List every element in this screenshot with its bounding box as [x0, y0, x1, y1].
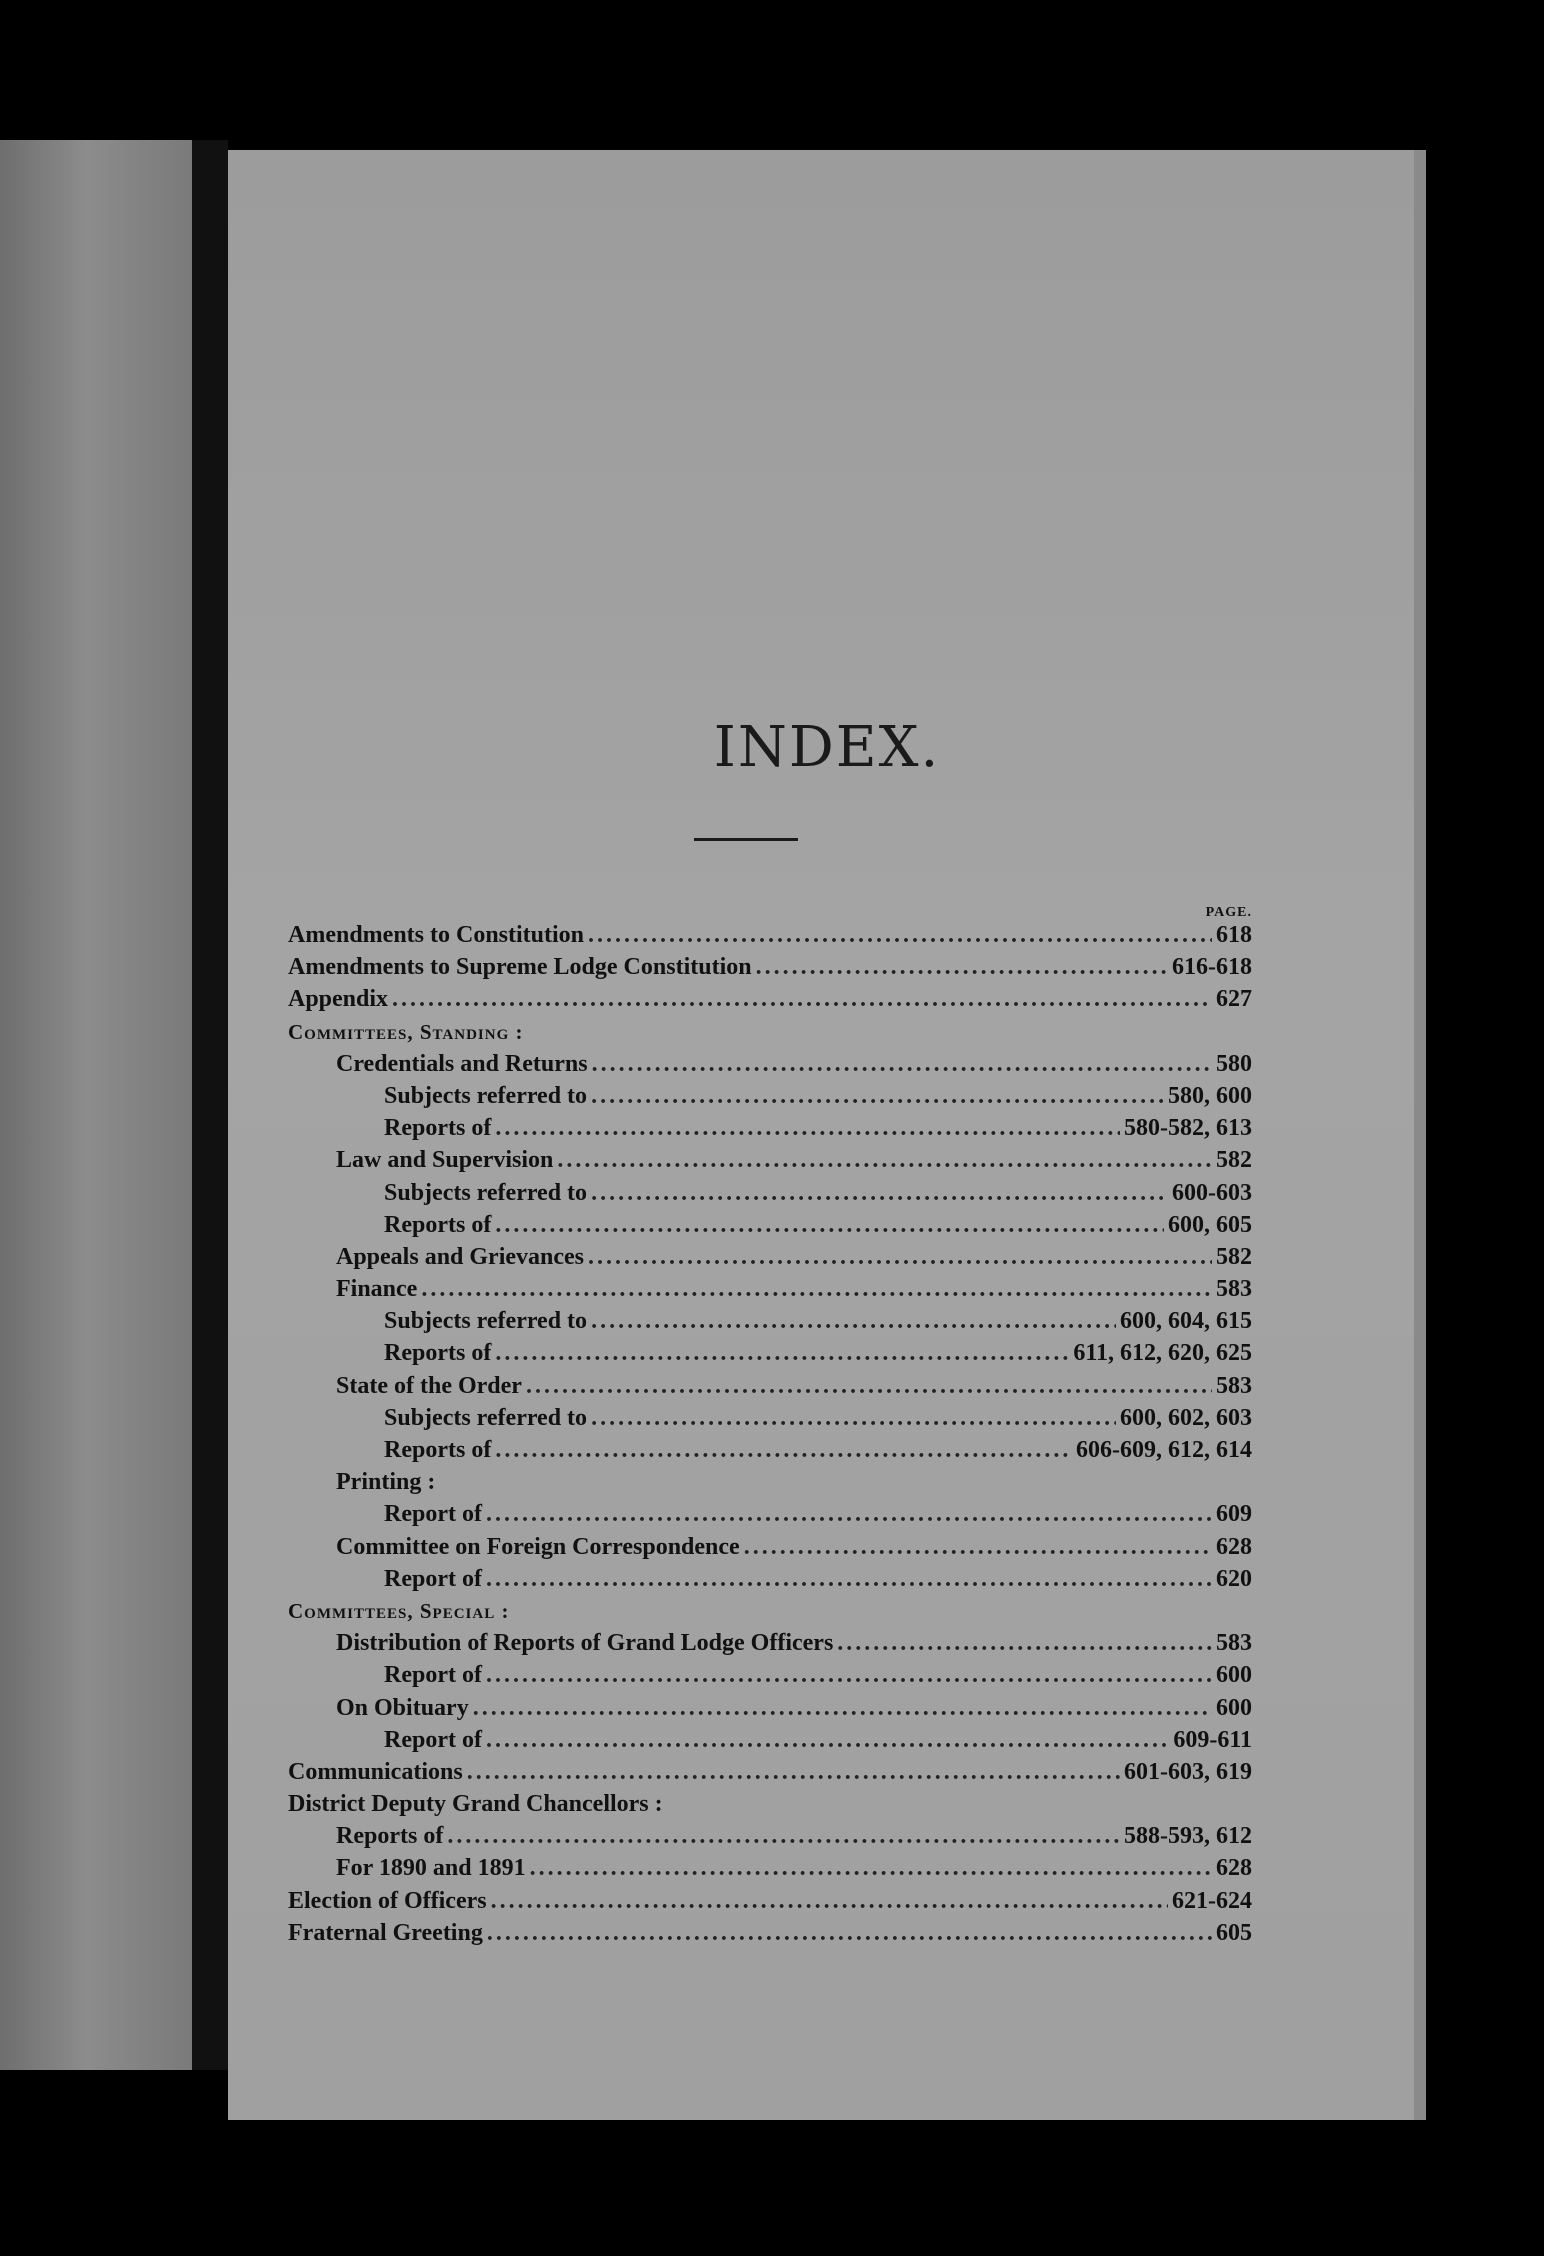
dot-leader	[591, 1305, 1116, 1337]
dot-leader	[588, 1241, 1212, 1273]
index-entry	[288, 1048, 1252, 1080]
index-entry	[288, 1498, 1252, 1530]
index-entry	[288, 1627, 1252, 1659]
entry-pages: 605	[1216, 1919, 1252, 1946]
entry-label: State of the Order	[336, 1372, 522, 1399]
dot-leader	[495, 1209, 1164, 1241]
index-entry	[288, 1337, 1252, 1369]
entry-label: Report of	[384, 1565, 482, 1592]
dot-leader	[486, 1498, 1212, 1530]
entry-pages: 628	[1216, 1533, 1252, 1560]
index-entry	[288, 1209, 1252, 1241]
entry-pages: 616-618	[1172, 954, 1252, 981]
index-page	[228, 150, 1426, 2120]
entry-label: Report of	[384, 1662, 482, 1689]
page-title: INDEX.	[713, 715, 941, 780]
dot-leader	[495, 1337, 1069, 1369]
entry-label: Reports of	[384, 1211, 492, 1238]
entry-pages: 600-603	[1172, 1179, 1252, 1206]
subsection-heading: Printing :	[336, 1469, 436, 1496]
section-heading: Committees, Standing :	[288, 1019, 524, 1044]
index-entry	[288, 1434, 1252, 1466]
dot-leader	[557, 1144, 1212, 1176]
entry-pages: 611, 612, 620, 625	[1073, 1340, 1252, 1367]
dot-leader	[495, 1112, 1120, 1144]
entry-pages: 609-611	[1173, 1726, 1252, 1753]
entry-pages: 600	[1216, 1694, 1252, 1721]
entry-label: Report of	[384, 1726, 482, 1753]
entry-pages: 580-582, 613	[1124, 1115, 1252, 1142]
entry-label: Distribution of Reports of Grand Lodge Officers	[336, 1630, 834, 1657]
entry-label: Subjects referred to	[384, 1308, 588, 1335]
entry-pages: 606-609, 612, 614	[1076, 1437, 1252, 1463]
entry-label: Credentials and Returns	[336, 1050, 588, 1077]
dot-leader	[591, 1402, 1116, 1434]
index-entry	[288, 1273, 1252, 1305]
book-gutter	[192, 140, 228, 2070]
entry-pages: 600, 604, 615	[1120, 1308, 1252, 1335]
dot-leader	[486, 1659, 1212, 1691]
index-entry	[288, 1144, 1252, 1176]
dot-leader	[837, 1627, 1212, 1659]
dot-leader	[592, 1048, 1212, 1080]
index-entry	[288, 1885, 1252, 1917]
entry-label: Reports of	[384, 1115, 492, 1142]
entry-pages: 583	[1216, 1630, 1252, 1657]
entry-label: Amendments to Constitution	[288, 922, 585, 948]
entry-label: Reports of	[336, 1823, 444, 1850]
dot-leader	[486, 1563, 1212, 1595]
index-entry	[288, 983, 1252, 1015]
entry-pages: 628	[1216, 1855, 1252, 1882]
entry-pages: 588-593, 612	[1124, 1823, 1252, 1850]
entry-label: Election of Officers	[288, 1887, 487, 1914]
page-edge	[1414, 150, 1426, 2120]
index-list	[288, 907, 1252, 1949]
entry-label: Appendix	[288, 986, 389, 1013]
index-entry	[288, 1724, 1252, 1756]
dot-leader	[744, 1531, 1212, 1563]
entry-pages: 582	[1216, 1243, 1252, 1270]
index-entry	[288, 1241, 1252, 1273]
dot-leader	[588, 919, 1212, 951]
dot-leader	[591, 1080, 1164, 1112]
entry-pages: 618	[1216, 922, 1252, 948]
entry-label: Law and Supervision	[336, 1147, 554, 1174]
entry-label: Amendments to Supreme Lodge Constitution	[288, 954, 752, 981]
entry-pages: 580	[1216, 1050, 1252, 1077]
entry-label: Communications	[288, 1758, 463, 1785]
index-entry	[288, 1370, 1252, 1402]
index-entry	[288, 919, 1252, 951]
dot-leader	[392, 983, 1212, 1015]
dot-leader	[526, 1370, 1212, 1402]
entry-pages: 580, 600	[1168, 1082, 1252, 1109]
dot-leader	[530, 1852, 1212, 1884]
section-heading: Committees, Special :	[288, 1598, 510, 1623]
dot-leader	[421, 1273, 1212, 1305]
entry-label: Reports of	[384, 1437, 492, 1463]
entry-pages: 621-624	[1172, 1887, 1252, 1914]
entry-pages: 601-603, 619	[1124, 1758, 1252, 1785]
facing-page-edge	[0, 140, 192, 2070]
entry-label: Fraternal Greeting	[288, 1919, 483, 1946]
entry-label: Appeals and Grievances	[336, 1243, 585, 1270]
index-entry	[288, 1177, 1252, 1209]
dot-leader	[591, 1177, 1168, 1209]
entry-pages: 627	[1216, 986, 1252, 1013]
entry-label: Reports of	[384, 1340, 492, 1367]
dot-leader	[467, 1756, 1120, 1788]
entry-pages: 609	[1216, 1501, 1252, 1528]
entry-label: For 1890 and 1891	[336, 1855, 526, 1882]
entry-pages: 582	[1216, 1147, 1252, 1174]
dot-leader	[473, 1692, 1212, 1724]
dot-leader	[756, 951, 1168, 983]
index-entry	[288, 1820, 1252, 1852]
title-rule	[694, 838, 798, 841]
index-entry	[288, 1402, 1252, 1434]
index-entry	[288, 1659, 1252, 1691]
entry-pages: 583	[1216, 1372, 1252, 1399]
index-entry	[288, 1305, 1252, 1337]
entry-label: Committee on Foreign Correspondence	[336, 1533, 740, 1560]
entry-label: Finance	[336, 1276, 418, 1303]
index-entry	[288, 951, 1252, 983]
index-entry	[288, 1563, 1252, 1595]
index-entry	[288, 1852, 1252, 1884]
index-entry	[288, 1756, 1252, 1788]
index-entry	[288, 1917, 1252, 1949]
page-column-header: PAGE.	[1205, 905, 1252, 920]
index-entry	[288, 1080, 1252, 1112]
section-heading: District Deputy Grand Chancellors :	[288, 1791, 663, 1818]
dot-leader	[491, 1885, 1168, 1917]
entry-label: Subjects referred to	[384, 1082, 588, 1109]
dot-leader	[487, 1917, 1212, 1949]
entry-label: Report of	[384, 1501, 482, 1528]
index-entry	[288, 1531, 1252, 1563]
dot-leader	[447, 1820, 1120, 1852]
index-entry	[288, 1692, 1252, 1724]
entry-label: Subjects referred to	[384, 1404, 588, 1431]
entry-label: On Obituary	[336, 1694, 469, 1721]
entry-pages: 600	[1216, 1662, 1252, 1689]
entry-pages: 620	[1216, 1565, 1252, 1592]
dot-leader	[486, 1724, 1169, 1756]
entry-pages: 600, 602, 603	[1120, 1404, 1252, 1431]
entry-pages: 583	[1216, 1276, 1252, 1303]
index-entry	[288, 1112, 1252, 1144]
entry-label: Subjects referred to	[384, 1179, 588, 1206]
dot-leader	[495, 1434, 1072, 1466]
entry-pages: 600, 605	[1168, 1211, 1252, 1238]
